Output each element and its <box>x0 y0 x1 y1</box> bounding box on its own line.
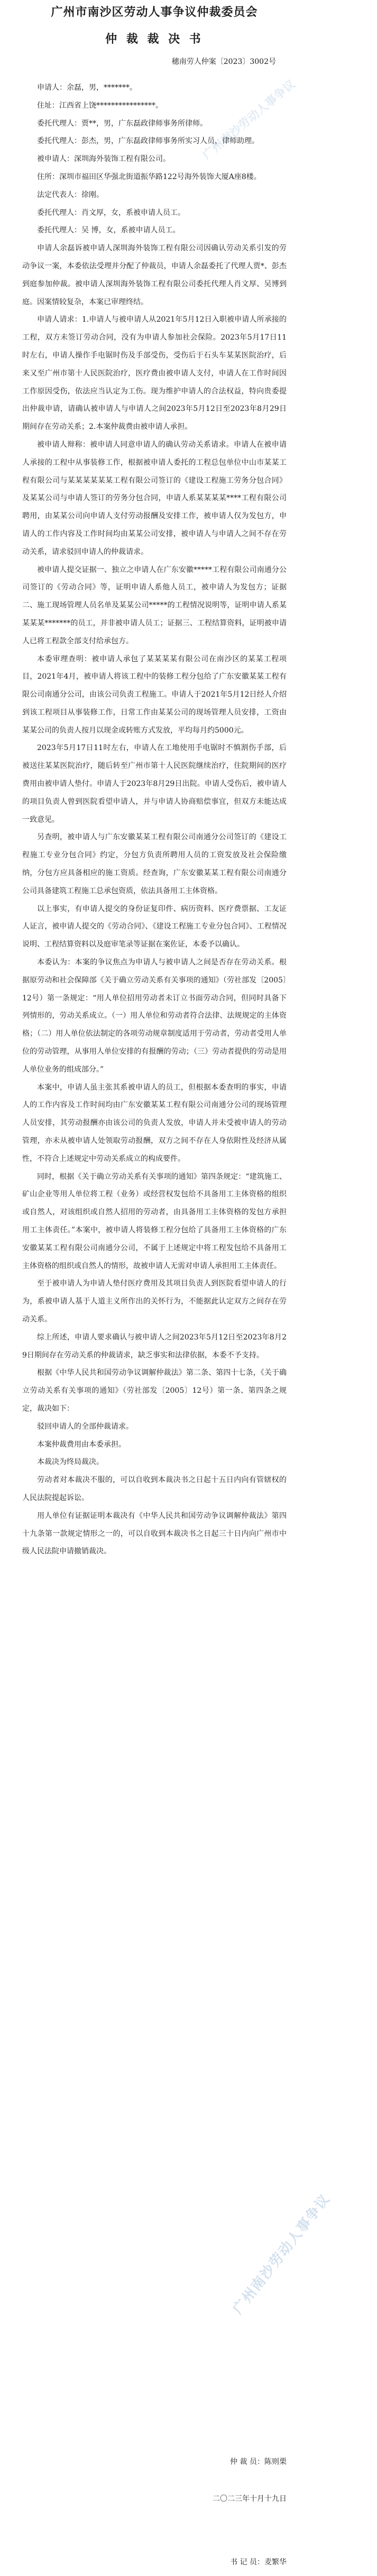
watermark-text-top: 广州南沙劳动人事争议 <box>200 77 298 163</box>
respondent-line: 被申请人：深圳海外装饰工程有限公司。 <box>37 155 170 164</box>
arbitrator-signature: 仲 裁 员：陈则栗 <box>230 2458 287 2466</box>
legal-representative: 法定代表人：徐刚。 <box>37 190 104 199</box>
final-ruling-note: 本裁决为终局裁决。 <box>37 1458 104 1467</box>
appeal-notice-worker: 劳动者对本裁决不服的，可以自收到本裁决书之日起十五日内向有管辖权的人民法院提起诉讼。 <box>22 1476 287 1502</box>
applicant-agent-1: 委托代理人：贾**，男，广东磊政律师事务所律师。 <box>37 119 207 128</box>
applicant-claims-paragraph: 申请人请求：1.申请人与被申请人从2021年5月12日入职被申请人所承接的工程，双方未签订劳动合同，没有为申请人参加社会保险。2023年5月17日11时左右，申请人操作手电锯时伤及手部受伤，受伤后于石头车某某医院治疗，后来又至广州市第十人民医院治疗，医疗费由被申请人支付，申请人在工作时间因工作原因受伤，依法应当认定为工伤。现为维护申请人的合法权益，特向贵委提出仲裁申请，请确认被申请人与申请人之间2023年5月12日至2023年8月29日期间存在劳动关系；2.本案仲裁费由被申请人承担。 <box>22 315 287 432</box>
committee-title: 广州市南沙区劳动人事争议仲裁委员会 <box>51 5 258 19</box>
facts-paragraph-1: 本委审理查明：被申请人承包了某某某某有限公司在南沙区的某某工程项目，2021年4月，被申请人将该工程中的装修工程分包给了广东安徽某某工程有限公司南通分公司，由该公司负责工程施工。申请人于2021年5月12日经人介绍到该工程项目从事装修工作，日常工作由某某公司的现场管理人员安排，工资由某某公司的负责人按月以现金或转账方式发放，平均每月约5000元。 <box>22 654 287 735</box>
reasoning-paragraph-3: 同时，根据《关于确立劳动关系有关事项的通知》第四条规定：“建筑施工、矿山企业等用人单位将工程（业务）或经营权发包给不具备用工主体资格的组织或自然人，对该组织或自然人招用的劳动者，由具备用工主体资格的发包方承担用工主体责任。”本案中，被申请人将装修工程分包给了具备用工主体资格的广东安徽某某工程有限公司南通分公司，不属于上述规定中将工程发包给不具备用工主体资格的组织或自然人的情形，故被申请人无需对申请人承担用工主体责任。 <box>22 1172 287 1270</box>
ruling-basis: 根据《中华人民共和国劳动争议调解仲裁法》第二条、第四十七条，《关于确立劳动关系有关事项的通知》（劳社部发〔2005〕12号）第一条、第四条之规定，裁决如下： <box>22 1369 287 1413</box>
respondent-address: 住所：深圳市福田区华强北街道振华路122号海外装饰大厦A座8楼。 <box>37 172 261 181</box>
facts-paragraph-4: 以上事实，有申请人提交的身份证复印件、病历资料、医疗费票据、工友证人证言，被申请人提交的《劳动合同》、《建设工程施工专业分包合同》、工程情况说明、工程结算资料以及庭审笔录等证据在案佐证，本委予以确认。 <box>22 904 287 949</box>
ruling-item-2: 本案仲裁费用由本委承担。 <box>37 1440 126 1449</box>
applicant-line: 申请人：余磊，男，*******。 <box>37 83 137 92</box>
watermark-text: 广州南沙劳动人事争议 <box>229 2191 334 2318</box>
document-title: 仲 裁 裁 决 书 <box>105 32 204 46</box>
appeal-notice-employer: 用人单位有证据证明本裁决有《中华人民共和国劳动争议调解仲裁法》第四十九条第一款规定情形之一的，可以自收到本裁决书之日起三十日内向广州市中级人民法院申请撤销裁决。 <box>22 1511 287 1556</box>
case-intro-paragraph: 申请人余磊诉被申请人深圳海外装饰工程有限公司因确认劳动关系引发的劳动争议一案，本委依法受理并分配了仲裁员，申请人余磊委托了代理人贾*、彭杰到庭参加仲裁。被申请人深圳海外装饰工程有限公司委托代理人肖文厚、吴博到庭。因案情较复杂，本案已审理终结。 <box>22 244 287 306</box>
respondent-agent-1: 委托代理人：肖文厚，女，系被申请人员工。 <box>37 208 185 217</box>
clerk-signature: 书 记 员：麦繁华 <box>230 2558 287 2566</box>
ruling-item-1: 驳回申请人的全部仲裁请求。 <box>37 1422 133 1431</box>
respondent-evidence-paragraph: 被申请人提交证据一、独立之申请人在广东安徽*****工程有限公司南通分公司签订的《劳动合同》等，证明申请人系他人员工，被申请人为发包方；证据二、施工现场管理人员名单及某某公司*****的工程情况说明等，证明申请人系某某某某*******的员工，并非被申请人员工；证据三、工程结算资料，证明被申请人已将工程款全部支付给承包方。 <box>22 565 287 645</box>
applicant-agent-2: 委托代理人：彭杰，男，广东磊政律师事务所实习人员，律师助理。 <box>37 137 259 146</box>
facts-paragraph-3: 另查明，被申请人与广东安徽某某工程有限公司南通分公司签订的《建设工程施工专业分包合同》约定，分包方负责所聘用人员的工资发放及社会保险缴纳，分包方应具备相应的施工资质。经查询，广东安徽某某工程有限公司南通分公司具备建筑工程施工总承包资质，依法具备用工主体资格。 <box>22 833 287 895</box>
applicant-address: 住址：江西省上饶****************。 <box>37 101 163 110</box>
case-number: 穗南劳人仲案〔2023〕3002号 <box>171 58 276 66</box>
document-body <box>22 79 287 1561</box>
reasoning-conclusion: 综上所述，申请人要求确认与被申请人之间2023年5月12日至2023年8月29日期间存在劳动关系的仲裁请求，缺乏事实和法律依据，本委不予支持。 <box>22 1333 287 1360</box>
reasoning-paragraph-1: 本委认为：本案的争议焦点为申请人与被申请人之间是否存在劳动关系。根据原劳动和社会保障部《关于确立劳动关系有关事项的通知》（劳社部发〔2005〕12号）第一条规定：“用人单位招用劳动者未订立书面劳动合同，但同时具备下列情形的，劳动关系成立。（一）用人单位和劳动者符合法律、法规规定的主体资格；（二）用人单位依法制定的各项劳动规章制度适用于劳动者，劳动者受用人单位的劳动管理，从事用人单位安排的有报酬的劳动；（三）劳动者提供的劳动是用人单位业务的组成部分。” <box>22 958 287 1074</box>
reasoning-paragraph-2: 本案中，申请人虽主张其系被申请人的员工，但根据本委查明的事实，申请人的工作内容及工作时间均由广东安徽某某工程有限公司南通分公司的现场管理人员安排，其劳动报酬亦由该公司的负责人发放，申请人并未受被申请人的劳动管理，亦未从被申请人处领取劳动报酬，双方之间不存在人身依附性及经济从属性，不符合上述规定中劳动关系成立的构成要件。 <box>22 1083 287 1163</box>
reasoning-paragraph-4: 至于被申请人为申请人垫付医疗费用及其项目负责人到医院看望申请人的行为，系被申请人基于人道主义所作出的关怀行为，不能据此认定双方之间存在劳动关系。 <box>22 1279 287 1324</box>
respondent-agent-2: 委托代理人：吴 博，女，系被申请人员工。 <box>37 226 180 235</box>
ruling-date: 二〇二三年十月十九日 <box>213 2495 287 2503</box>
respondent-defense-paragraph: 被申请人辩称：被申请人同意申请人的确认劳动关系请求。申请人在被申请人承接的工程中从事装修工作，根据被申请人委托的工程总包单位中山市某某工程有限公司与某某某某某某工程有限公司签订的《建设工程施工劳务分包合同》及某某公司与申请人签订的劳务分包合同，申请人系某某某某****工程有限公司聘用，由某某公司向申请人支付劳动报酬及安排工作，被申请人仅为发包方，申请人的工作内容及工作时间均由某某公司安排，被申请人与申请人之间不存在劳动关系，请求驳回申请人的仲裁请求。 <box>22 440 287 556</box>
facts-paragraph-2: 2023年5月17日11时左右，申请人在工地使用手电锯时不慎割伤手部，后被送往某某医院治疗，随后转至广州市第十人民医院继续治疗，住院期间的医疗费用由被申请人垫付。申请人于2023年8月29日出院。申请人受伤后，被申请人的项目负责人曾到医院看望申请人，并与申请人协商赔偿事宜，但双方未能达成一致意见。 <box>22 744 287 824</box>
